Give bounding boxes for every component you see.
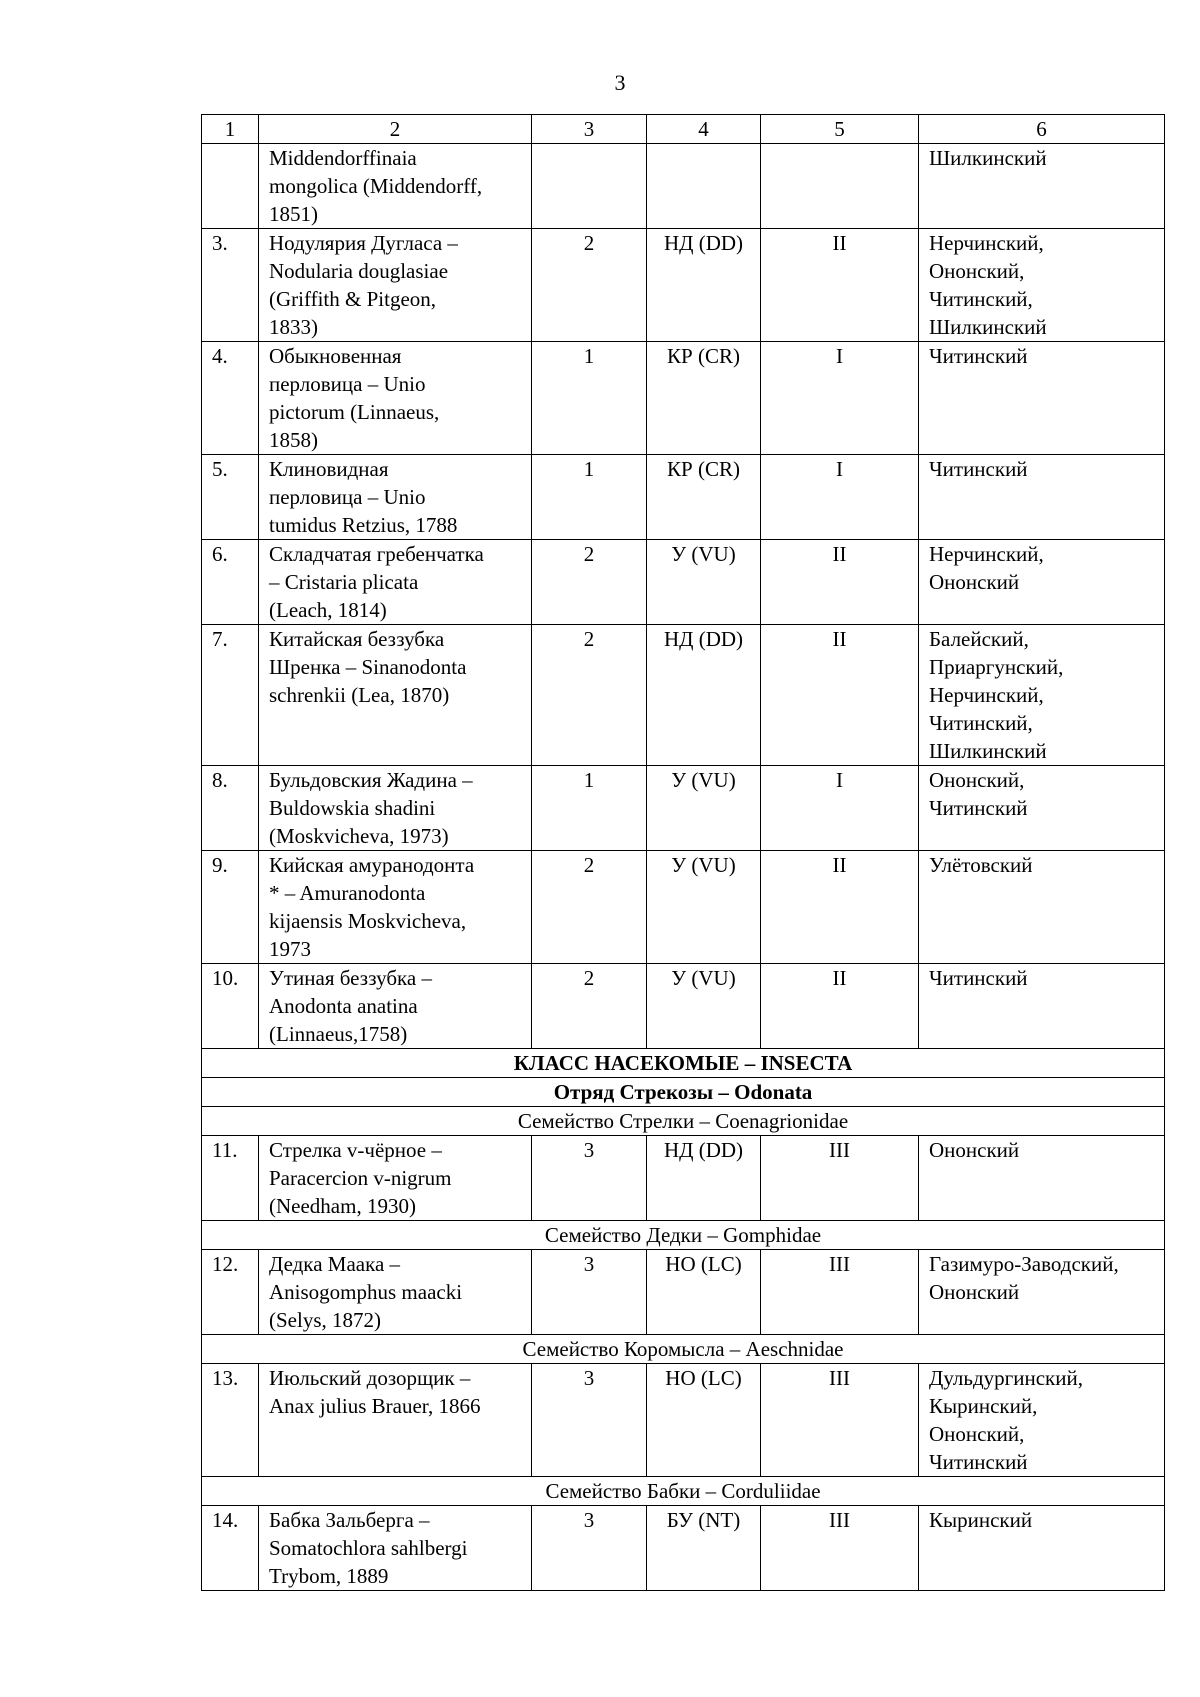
family-heading: Семейство Стрелки – Coenagrionidae — [202, 1107, 1165, 1136]
header-cell: 2 — [259, 115, 532, 144]
table-row — [202, 625, 1165, 766]
priority-cell: II — [761, 851, 919, 964]
category-cell: 3 — [532, 1136, 647, 1221]
status-cell: У (VU) — [647, 851, 761, 964]
priority-cell: II — [761, 964, 919, 1049]
species-name-cell-line: Anisogomphus maacki — [269, 1280, 463, 1304]
status-cell: КР (CR) — [647, 455, 761, 540]
districts-cell-line: Газимуро-Заводский, — [929, 1252, 1119, 1276]
species-name-cell-line: * – Amuranodonta — [269, 881, 426, 905]
status-cell: НО (LC) — [647, 1364, 761, 1477]
districts-cell — [919, 342, 1165, 455]
species-name-cell-line: (Linnaeus,1758) — [269, 1022, 408, 1046]
districts-cell-line: Дульдургинский, — [929, 1366, 1083, 1390]
districts-cell-line: Улётовский — [929, 853, 1033, 877]
status-cell: БУ (NT) — [647, 1506, 761, 1591]
header-cell: 3 — [532, 115, 647, 144]
row-number-cell: 7. — [202, 625, 259, 766]
category-cell — [532, 144, 647, 229]
species-name-cell-line: 1851) — [269, 202, 318, 226]
species-name-cell-line: Middendorffinaia — [269, 146, 417, 170]
species-name-cell — [259, 1364, 532, 1477]
species-name-cell-line: kijaensis Moskvicheva, — [269, 909, 467, 933]
species-name-cell-line: 1973 — [269, 937, 311, 961]
priority-cell: III — [761, 1364, 919, 1477]
header-cell: 5 — [761, 115, 919, 144]
species-name-cell-line: перловица – Unio — [269, 485, 426, 509]
table-row — [202, 229, 1165, 342]
districts-cell-line: Читинский, — [929, 711, 1033, 735]
family-heading: Семейство Бабки – Corduliidae — [202, 1477, 1165, 1506]
districts-cell — [919, 851, 1165, 964]
row-number-cell: 10. — [202, 964, 259, 1049]
table-row — [202, 1136, 1165, 1221]
row-number-cell: 8. — [202, 766, 259, 851]
header-cell: 6 — [919, 115, 1165, 144]
species-name-cell-line: pictorum (Linnaeus, — [269, 400, 440, 424]
species-name-cell-line: Шренка – Sinanodonta — [269, 655, 467, 679]
species-name-cell-line: Anodonta anatina — [269, 994, 418, 1018]
species-name-cell-line: Клиновидная — [269, 457, 389, 481]
species-name-cell-line: Обыкновенная — [269, 344, 402, 368]
header-cell: 4 — [647, 115, 761, 144]
section-heading-row — [202, 1049, 1165, 1078]
species-name-cell — [259, 144, 532, 229]
districts-cell-line: Ононский, — [929, 1422, 1025, 1446]
districts-cell-line: Нерчинский, — [929, 231, 1044, 255]
districts-cell — [919, 1364, 1165, 1477]
districts-cell-line: Шилкинский — [929, 315, 1047, 339]
species-name-cell-line: mongolica (Middendorff, — [269, 174, 483, 198]
family-heading: Семейство Коромысла – Aeschnidae — [202, 1335, 1165, 1364]
species-name-cell — [259, 1250, 532, 1335]
row-number-cell: 6. — [202, 540, 259, 625]
districts-cell — [919, 144, 1165, 229]
species-name-cell — [259, 851, 532, 964]
category-cell: 2 — [532, 964, 647, 1049]
species-name-cell-line: schrenkii (Lea, 1870) — [269, 683, 450, 707]
districts-cell-line: Шилкинский — [929, 739, 1047, 763]
districts-cell — [919, 540, 1165, 625]
districts-cell-line: Ононский — [929, 1138, 1020, 1162]
row-number-cell: 5. — [202, 455, 259, 540]
districts-cell — [919, 766, 1165, 851]
priority-cell: III — [761, 1250, 919, 1335]
districts-cell-line: Ононский, — [929, 259, 1025, 283]
status-cell — [647, 144, 761, 229]
species-name-cell-line: Бульдовския Жадина – — [269, 768, 473, 792]
species-name-cell-line: Складчатая гребенчатка — [269, 542, 484, 566]
priority-cell: II — [761, 540, 919, 625]
table-row — [202, 766, 1165, 851]
family-heading-row — [202, 1335, 1165, 1364]
section-heading: КЛАСС НАСЕКОМЫЕ – INSECTA — [202, 1049, 1165, 1078]
table-row — [202, 144, 1165, 229]
status-cell: НД (DD) — [647, 229, 761, 342]
status-cell: НД (DD) — [647, 1136, 761, 1221]
category-cell: 1 — [532, 766, 647, 851]
species-name-cell-line: Buldowskia shadini — [269, 796, 436, 820]
category-cell: 2 — [532, 851, 647, 964]
family-heading-row — [202, 1221, 1165, 1250]
status-cell: НД (DD) — [647, 625, 761, 766]
row-number-cell: 14. — [202, 1506, 259, 1591]
species-name-cell-line: Стрелка v-чёрное – — [269, 1138, 442, 1162]
header-cell: 1 — [202, 115, 259, 144]
row-number-cell: 3. — [202, 229, 259, 342]
districts-cell — [919, 964, 1165, 1049]
table-row — [202, 1506, 1165, 1591]
species-name-cell-line: Нодулярия Дугласа – — [269, 231, 458, 255]
species-table — [201, 114, 1165, 1591]
species-name-cell — [259, 229, 532, 342]
row-number-cell: 9. — [202, 851, 259, 964]
species-name-cell-line: Paracercion v-nigrum — [269, 1166, 452, 1190]
species-name-cell — [259, 964, 532, 1049]
districts-cell — [919, 455, 1165, 540]
species-name-cell-line: Somatochlora sahlbergi — [269, 1536, 468, 1560]
districts-cell-line: Ононский, — [929, 768, 1025, 792]
priority-cell: I — [761, 766, 919, 851]
species-name-cell-line: Бабка Зальберга – — [269, 1508, 430, 1532]
row-number-cell — [202, 144, 259, 229]
species-name-cell — [259, 1136, 532, 1221]
districts-cell-line: Балейский, — [929, 627, 1029, 651]
category-cell: 1 — [532, 342, 647, 455]
priority-cell: II — [761, 229, 919, 342]
table-row — [202, 1364, 1165, 1477]
status-cell: У (VU) — [647, 540, 761, 625]
species-name-cell-line: перловица – Unio — [269, 372, 426, 396]
table-row — [202, 851, 1165, 964]
table-row — [202, 964, 1165, 1049]
districts-cell-line: Ононский — [929, 1280, 1020, 1304]
table-row — [202, 1250, 1165, 1335]
species-name-cell-line: (Leach, 1814) — [269, 598, 387, 622]
row-number-cell: 4. — [202, 342, 259, 455]
family-heading-row — [202, 1107, 1165, 1136]
species-name-cell-line: (Moskvicheva, 1973) — [269, 824, 449, 848]
districts-cell — [919, 625, 1165, 766]
status-cell: НО (LC) — [647, 1250, 761, 1335]
districts-cell-line: Кыринский, — [929, 1394, 1038, 1418]
priority-cell: III — [761, 1136, 919, 1221]
districts-cell-line: Читинский — [929, 1450, 1028, 1474]
table-row — [202, 540, 1165, 625]
family-heading-row — [202, 1477, 1165, 1506]
districts-cell — [919, 1250, 1165, 1335]
species-name-cell-line: Июльский дозорщик – — [269, 1366, 471, 1390]
priority-cell: II — [761, 625, 919, 766]
status-cell: У (VU) — [647, 766, 761, 851]
species-name-cell — [259, 540, 532, 625]
districts-cell-line: Шилкинский — [929, 146, 1047, 170]
species-name-cell-line: tumidus Retzius, 1788 — [269, 513, 458, 537]
species-name-cell-line: Nodularia douglasiae — [269, 259, 449, 283]
category-cell: 3 — [532, 1250, 647, 1335]
districts-cell — [919, 229, 1165, 342]
species-name-cell-line: Anax julius Brauer, 1866 — [269, 1394, 481, 1418]
category-cell: 1 — [532, 455, 647, 540]
districts-cell-line: Ононский — [929, 570, 1020, 594]
species-name-cell — [259, 625, 532, 766]
category-cell: 2 — [532, 540, 647, 625]
row-number-cell: 13. — [202, 1364, 259, 1477]
priority-cell: III — [761, 1506, 919, 1591]
species-name-cell-line: Trybom, 1889 — [269, 1564, 389, 1588]
species-name-cell — [259, 1506, 532, 1591]
species-name-cell — [259, 455, 532, 540]
section-heading-row — [202, 1078, 1165, 1107]
districts-cell-line: Читинский — [929, 457, 1028, 481]
species-name-cell-line: 1858) — [269, 428, 318, 452]
row-number-cell: 11. — [202, 1136, 259, 1221]
family-heading: Семейство Дедки – Gomphidae — [202, 1221, 1165, 1250]
species-name-cell-line: (Selys, 1872) — [269, 1308, 381, 1332]
species-name-cell-line: Китайская беззубка — [269, 627, 445, 651]
species-name-cell-line: Утиная беззубка – — [269, 966, 433, 990]
districts-cell-line: Читинский — [929, 966, 1028, 990]
species-name-cell — [259, 766, 532, 851]
category-cell: 3 — [532, 1506, 647, 1591]
priority-cell: I — [761, 342, 919, 455]
districts-cell-line: Нерчинский, — [929, 542, 1044, 566]
species-name-cell-line: 1833) — [269, 315, 318, 339]
priority-cell — [761, 144, 919, 229]
table-body — [202, 115, 1165, 1591]
districts-cell — [919, 1506, 1165, 1591]
districts-cell-line: Читинский — [929, 344, 1028, 368]
species-name-cell-line: Кийская амуранодонта — [269, 853, 475, 877]
category-cell: 2 — [532, 625, 647, 766]
table-row — [202, 455, 1165, 540]
category-cell: 2 — [532, 229, 647, 342]
priority-cell: I — [761, 455, 919, 540]
status-cell: У (VU) — [647, 964, 761, 1049]
species-name-cell-line: (Griffith & Pitgeon, — [269, 287, 437, 311]
districts-cell-line: Приаргунский, — [929, 655, 1064, 679]
page-number: 3 — [614, 70, 626, 95]
districts-cell-line: Читинский — [929, 796, 1028, 820]
species-name-cell-line: – Cristaria plicata — [269, 570, 419, 594]
status-cell: КР (CR) — [647, 342, 761, 455]
table-header-row — [202, 115, 1165, 144]
districts-cell-line: Читинский, — [929, 287, 1033, 311]
row-number-cell: 12. — [202, 1250, 259, 1335]
districts-cell — [919, 1136, 1165, 1221]
species-name-cell-line: (Needham, 1930) — [269, 1194, 416, 1218]
species-name-cell-line: Дедка Маака – — [269, 1252, 401, 1276]
species-name-cell — [259, 342, 532, 455]
section-heading: Отряд Стрекозы – Odonata — [202, 1078, 1165, 1107]
districts-cell-line: Нерчинский, — [929, 683, 1044, 707]
category-cell: 3 — [532, 1364, 647, 1477]
table-row — [202, 342, 1165, 455]
districts-cell-line: Кыринский — [929, 1508, 1033, 1532]
